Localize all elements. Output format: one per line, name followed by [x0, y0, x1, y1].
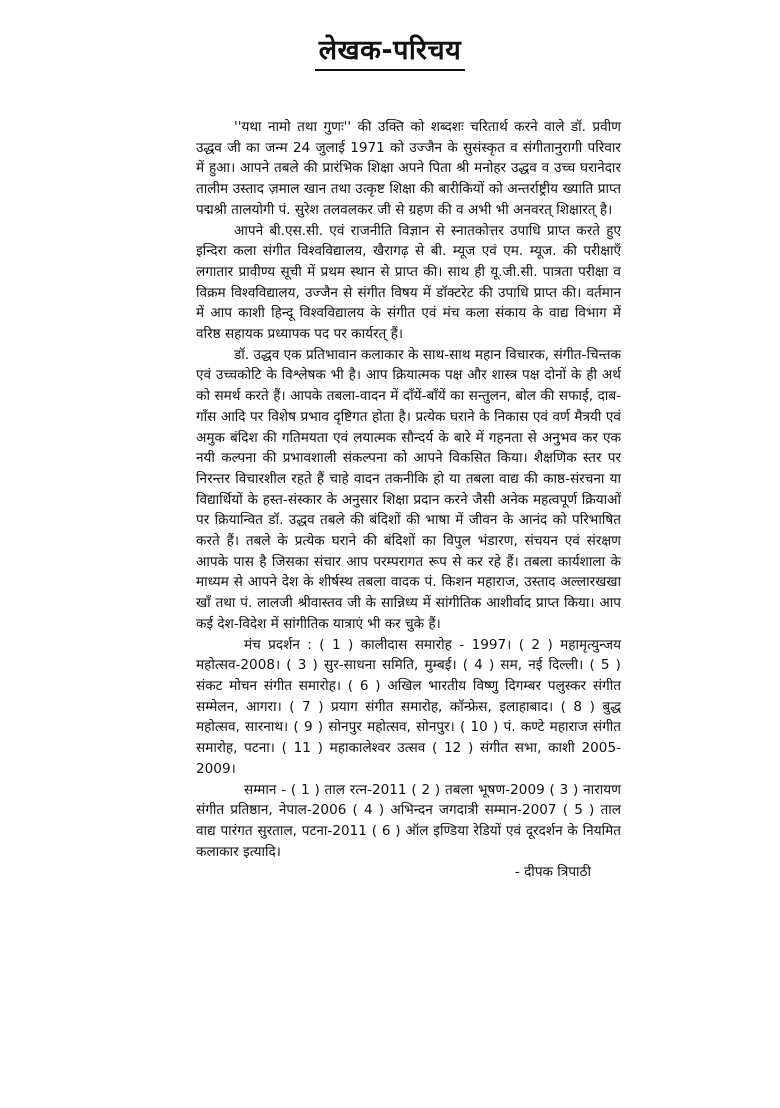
paragraph-intro: ''यथा नामो तथा गुणः'' की उक्ति को शब्दशः चरितार्थ करने वाले डॉ. प्रवीण उद्धव जी का जन्म 24 जुलाई 1971 को उज्जैन के सुसंस्कृत व संगीतानुरागी परिवार में हुआ। आपने तबले की प्रारंभिक शिक्षा अपने पिता श्री मनोहर उद्धव व उच्च घरानेदार तालीम उस्ताद ज़माल खान तथा उत्कृष्ट शिक्षा की बारीकियों को अन्तर्राष्ट्रीय ख्याति प्राप्त पद्मश्री तालयोगी पं. सुरेश तलवलकर जी से ग्रहण की व अभी भी अनवरत् शिक्षारत् है। — [196, 119, 621, 218]
paragraph-stage-performances: मंच प्रदर्शन : ( 1 ) कालीदास समारोह - 1997। ( 2 ) महामृत्युन्जय महोत्सव-2008। ( 3 ) सुर-साधना समिति, मुम्बई। ( 4 ) सम, नई दिल्ली। ( 5 ) संकट मोचन संगीत समारोह। ( 6 ) अखिल भारतीय विष्णु दिगम्बर पलुस्कर संगीत सम्मेलन, आगरा। ( 7 ) प्रयाग संगीत समारोह, कॉन्फ्रेस, इलाहाबाद। ( 8 ) बुद्ध महोत्सव, सारनाथ। ( 9 ) सोनपुर महोत्सव, सोनपुर। ( 10 ) पं. कण्टे महाराज संगीत समारोह, पटना। ( 11 ) महाकालेश्वर उत्सव ( 12 ) संगीत सभा, काशी 2005-2009। — [196, 636, 621, 777]
paragraph-career: डॉ. उद्धव एक प्रतिभावान कलाकार के साथ-साथ महान विचारक, संगीत-चिन्तक एवं उच्चकोटि के विश्लेषक भी है। आप क्रियात्मक पक्ष और शास्त्र पक्ष दोनों के ही अर्थ को समर्थ करते हैं। आपके तबला-वादन में दाँयें-बाँयें का सन्तुलन, बोल की सफाई, दाब-गाँस आदि पर विशेष प्रभाव दृष्टिगत होता है। प्रत्येक घराने के निकास एवं वर्ण मैत्रयी एवं अमुक बंदिश की गतिमयता एवं लयात्मक सौन्दर्य के बारे में गहनता से अनुभव कर एक नयी कल्पना की प्रभावशाली संकल्पना को आपने विकसित किया। शैक्षणिक स्तर पर निरन्तर विचारशील रहते हैं चाहे वादन तकनीकि हो या तबला वाद्य की काष्ठ-संरचना या विद्यार्थियों के हस्त-संस्कार के अनुसार शिक्षा प्रदान करने जैसी अनेक महत्वपूर्ण क्रियाओं पर क्रियान्वित डॉ. उद्धव तबले की बंदिशों की भाषा में जीवन के आनंद को परिभाषित करते हैं। तबले के प्रत्येक घराने की बंदिशों का विपुल भंडारण, संचयन एवं संरक्षण आपके पास है जिसका संचार आप परम्परागत रूप से कर रहे हैं। तबला कार्यशाला के माध्यम से आपने देश के शीर्षस्थ तबला वादक पं. किशन महाराज, उस्ताद अल्लारखखा खाँ तथा पं. लालजी श्रीवास्तव जी के सान्निध्य में सांगीतिक आशीर्वाद प्राप्त किया। आप कई देश-विदेश में सांगीतिक यात्राएं भी कर चुके हैं। — [196, 346, 621, 632]
author-introduction-body — [196, 117, 621, 883]
author-signature: - दीपक त्रिपाठी — [514, 864, 591, 881]
paragraph-honours: सम्मान - ( 1 ) ताल रत्न-2011 ( 2 ) तबला भूषण-2009 ( 3 ) नारायण संगीत प्रतिष्ठान, नेपाल-2006 ( 4 ) अभिन्दन जगदात्री सम्मान-2007 ( 5 ) ताल वाद्य पारंगत सुरताल, पटना-2011 ( 6 ) ऑल इण्डिया रेडियों एवं दूरदर्शन के नियमित कलाकार इत्यादि। — [196, 781, 622, 860]
page-title: लेखक-परिचय — [315, 30, 466, 71]
title-area — [0, 30, 780, 71]
paragraph-education: आपने बी.एस.सी. एवं राजनीति विज्ञान से स्नातकोत्तर उपाधि प्राप्त करते हुए इन्दिरा कला संगीत विश्वविद्यालय, खैरागढ़ से बी. म्यूज एवं एम. म्यूज. की परीक्षाएँ लगातार प्रावीण्य सूची में प्रथम स्थान से प्राप्त की। साथ ही यू.जी.सी. पात्रता परीक्षा व विक्रम विश्वविद्यालय, उज्जैन से संगीत विषय में डॉक्टरेट की उपाधि प्राप्त की। वर्तमान में आप काशी हिन्दू विश्वविद्यालय के संगीत एवं मंच कला संकाय के वाद्य विभाग में वरिष्ठ सहायक प्रध्यापक पद पर कार्यरत् हैं। — [196, 222, 621, 343]
